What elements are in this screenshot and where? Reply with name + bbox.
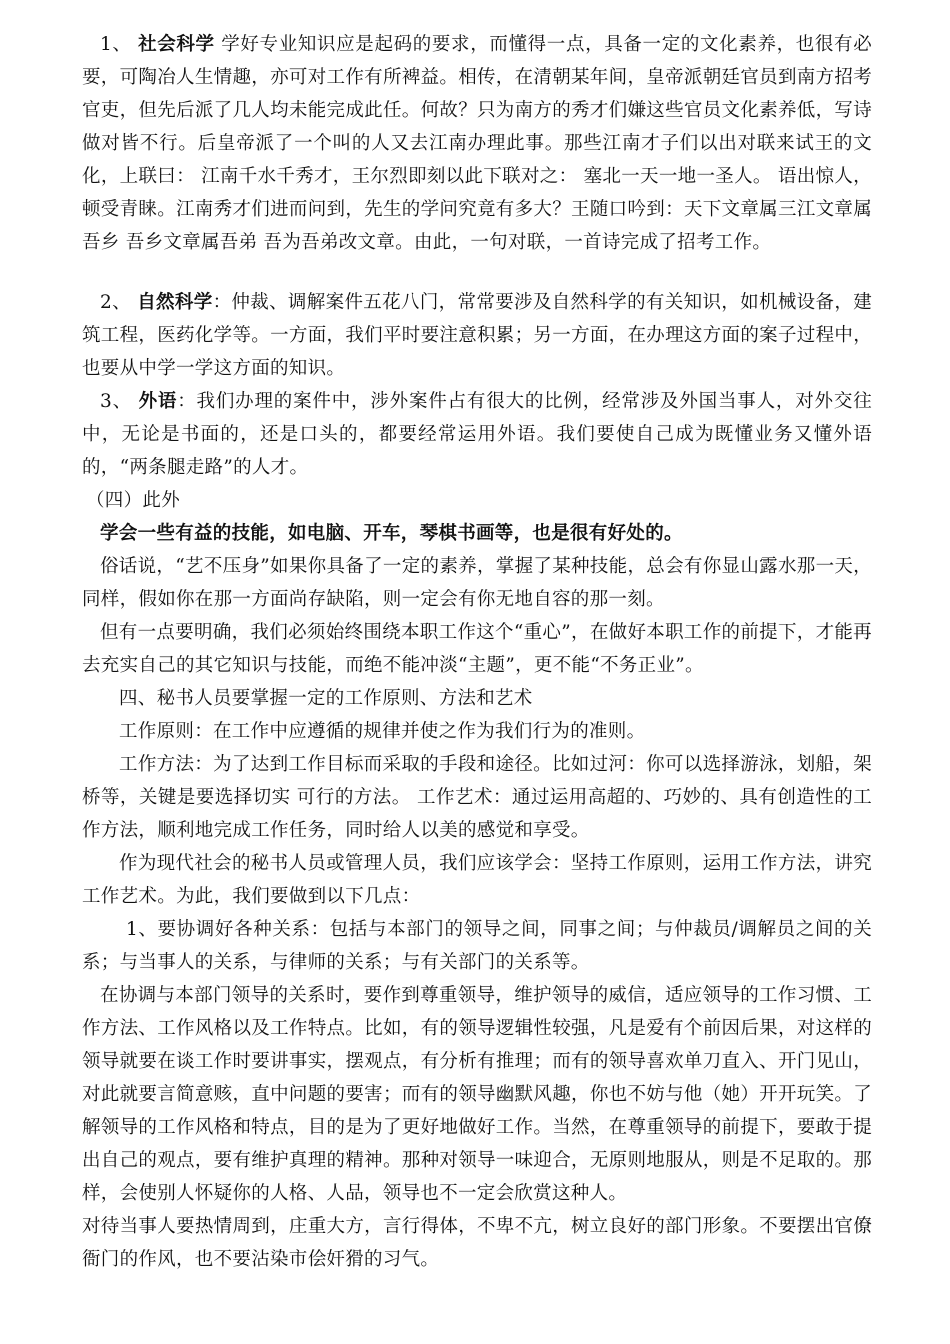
paragraph-skills <box>82 517 872 550</box>
section-heading-social-science: 社会科学 <box>138 34 215 55</box>
section-heading-foreign-language: 外语 <box>138 391 178 412</box>
paragraph-work-method: 工作方法：为了达到工作目标而采取的手段和途径。比如过河：你可以选择游泳，划船，架桥等，关键是要选择切实 可行的方法。 工作艺术：通过运用高超的、巧妙的、具有创造性的工作方法，顺利地完成工作任务，同时给人以美的感觉和享受。 <box>82 754 872 841</box>
paragraph-foreign-language <box>82 385 872 484</box>
paragraph-natural-science <box>82 286 872 385</box>
section-heading-besides: （四）此外 <box>86 490 181 511</box>
paragraph-text: ：仲裁、调解案件五花八门，常常要涉及自然科学的有关知识，如机械设备，建筑工程，医药化学等。一方面，我们平时要注意积累；另一方面，在办理这方面的案子过程中，也要从中学一学这方面的知识。 <box>82 292 872 379</box>
section-heading-natural-science: 自然科学 <box>137 292 213 313</box>
paragraph-leadership-relations: 在协调与本部门领导的关系时，要作到尊重领导，维护领导的威信，适应领导的工作习惯、工作方法、工作风格以及工作特点。比如，有的领导逻辑性较强，凡是爱有个前因后果，对这样的领导就要在谈工作时要讲事实，摆观点，有分析有推理；而有的领导喜欢单刀直入、开门见山，对此就要言简意赅，直中问题的要害；而有的领导幽默风趣，你也不妨与他（她）开开玩笑。了解领导的工作风格和特点，目的是为了更好地做好工作。当然，在尊重领导的前提下，要敢于提出自己的观点，要有维护真理的精神。那种对领导一味迎合，无原则地服从，则是不足取的。那样，会使别人怀疑你的人格、人品，领导也不一定会欣赏这种人。 <box>82 985 872 1204</box>
paragraph-proverb: 俗话说，“艺不压身”如果你具备了一定的素养，掌握了某种技能，总会有你显山露水那一天，同样，假如你在那一方面尚存缺陷，则一定会有你无地自容的那一刻。 <box>82 556 872 610</box>
paragraph-text: 学好专业知识应是起码的要求，而懂得一点，具备一定的文化素养，也很有必要，可陶冶人生情趣，亦可对工作有所裨益。相传，在清朝某年间，皇帝派朝廷官员到南方招考官吏，但先后派了几人均未能完成此任。何故？只为南方的秀才们嫌这些官员文化素养低，写诗做对皆不行。后皇帝派了一个叫的人又去江南办理此事。那些江南才子们以出对联来试王的文化，上联曰： 江南千水千秀才，王尔烈即刻以此下联对之： 塞北一天一地一圣人。 语出惊人，顿受青睐。江南秀才们进而问到，先生的学问究竟有多大？王随口吟到：天下文章属三江文章属吾乡 吾乡文章属吾弟 吾为吾弟改文章。由此，一句对联，一首诗完成了招考工作。 <box>82 34 872 253</box>
paragraph-coordinate-relations: 1、要协调好各种关系：包括与本部门的领导之间，同事之间；与仲裁员/调解员之间的关系；与当事人的关系，与律师的关系；与有关部门的关系等。 <box>82 919 872 973</box>
paragraph-parties: 对待当事人要热情周到，庄重大方，言行得体，不卑不亢，树立良好的部门形象。不要摆出官僚衙门的作风，也不要沾染市侩奸猾的习气。 <box>82 1216 872 1270</box>
bold-statement-skills: 学会一些有益的技能，如电脑、开车，琴棋书画等，也是很有好处的。 <box>100 523 683 544</box>
list-number: 3、 <box>100 391 139 412</box>
paragraph-work-principle: 工作原则：在工作中应遵循的规律并使之作为我们行为的准则。 <box>119 721 646 742</box>
list-number: 1、 <box>100 34 139 55</box>
paragraph-social-science <box>82 28 872 259</box>
paragraph-focus: 但有一点要明确，我们必须始终围绕本职工作这个“重心”，在做好本职工作的前提下，才能再去充实自己的其它知识与技能，而绝不能冲淡“主题”，更不能“不务正业”。 <box>82 622 872 676</box>
list-number: 2、 <box>100 292 138 313</box>
section-heading-principles: 四、秘书人员要掌握一定的工作原则、方法和艺术 <box>119 688 533 709</box>
paragraph-text: ：我们办理的案件中，涉外案件占有很大的比例，经常涉及外国当事人，对外交往中，无论是书面的，还是口头的，都要经常运用外语。我们要使自己成为既懂业务又懂外语的，“两条腿走路”的人才。 <box>82 391 872 478</box>
paragraph-modern-secretary: 作为现代社会的秘书人员或管理人员，我们应该学会：坚持工作原则，运用工作方法，讲究工作艺术。为此，我们要做到以下几点： <box>82 853 872 907</box>
